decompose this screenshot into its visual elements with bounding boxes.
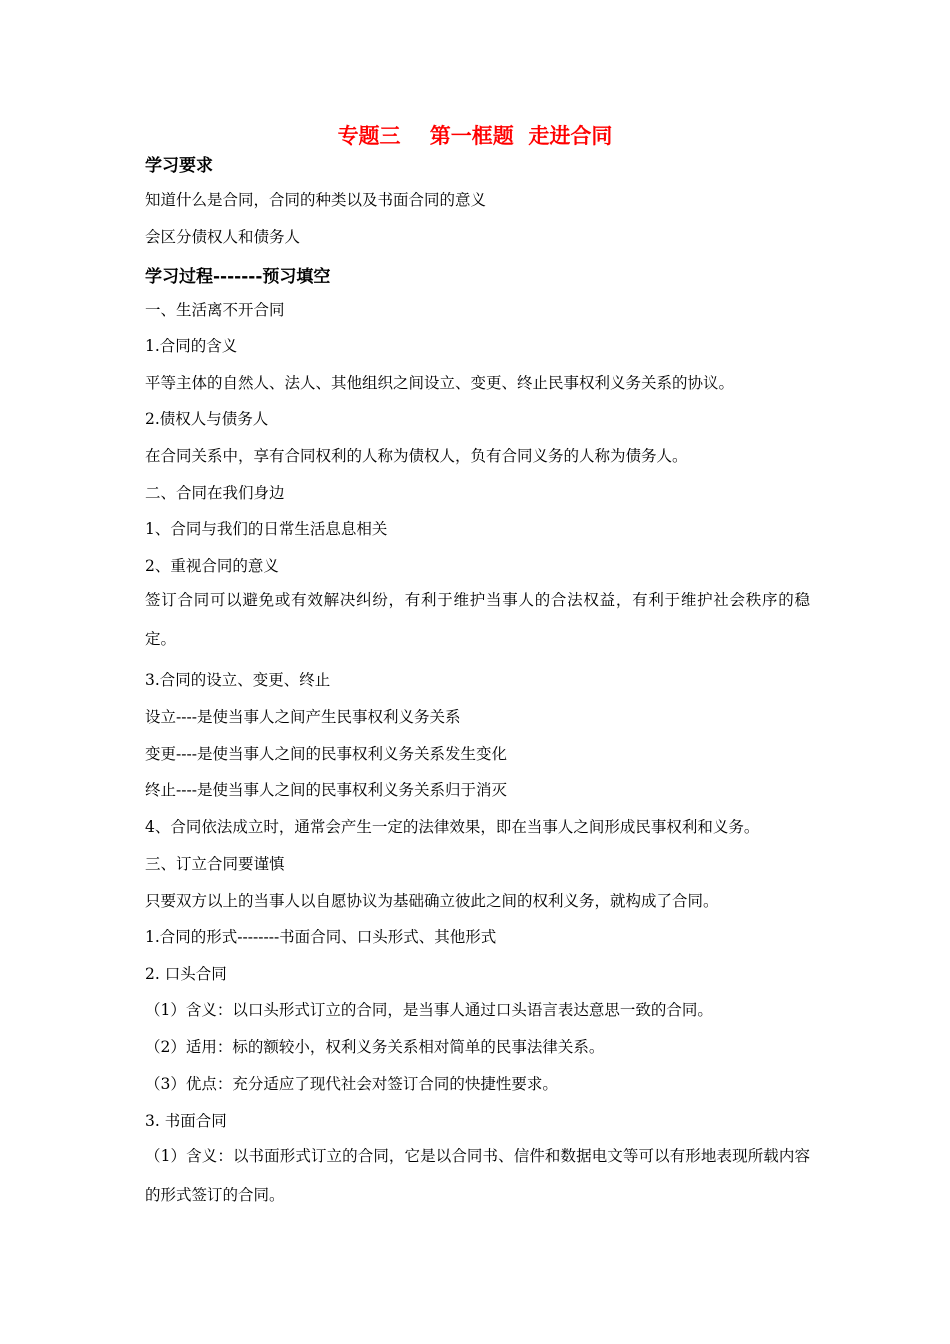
- paragraph: 签订合同可以避免或有效解决纠纷，有利于维护当事人的合法权益，有利于维护社会秩序的稳定。: [145, 591, 810, 648]
- requirement-item: 知道什么是合同，合同的种类以及书面合同的意义: [145, 191, 487, 209]
- section-heading-process: 学习过程-------预习填空: [145, 267, 331, 287]
- paragraph: 在合同关系中，享有合同权利的人称为债权人，负有合同义务的人称为债务人。: [145, 447, 688, 465]
- section-heading-3: 三、订立合同要谨慎: [145, 855, 285, 873]
- list-item: 2、重视合同的意义: [145, 557, 279, 575]
- list-item: （1）含义：以书面形式订立的合同，它是以合同书、信件和数据电文等可以有形地表现所载内容的形式签订的合同。: [145, 1147, 810, 1204]
- paragraph: 平等主体的自然人、法人、其他组织之间设立、变更、终止民事权利义务关系的协议。: [145, 374, 735, 392]
- list-item: （3）优点：充分适应了现代社会对签订合同的快捷性要求。: [145, 1075, 558, 1093]
- subsection-heading: 2.债权人与债务人: [145, 410, 269, 428]
- definition-line: 变更----是使当事人之间的民事权利义务关系发生变化: [145, 745, 507, 763]
- page-title: 专题三 第一框题 走进合同: [337, 123, 613, 148]
- subsection-heading: 3.合同的设立、变更、终止: [145, 671, 331, 689]
- section-heading-requirements: 学习要求: [145, 156, 213, 176]
- list-item: （1）含义：以口头形式订立的合同，是当事人通过口头语言表达意思一致的合同。: [145, 1001, 713, 1019]
- requirement-item: 会区分债权人和债务人: [145, 228, 301, 246]
- list-item: （2）适用：标的额较小，权利义务关系相对简单的民事法律关系。: [145, 1038, 605, 1056]
- definition-line: 设立----是使当事人之间产生民事权利义务关系: [145, 708, 461, 726]
- definition-line: 终止----是使当事人之间的民事权利义务关系归于消灭: [145, 781, 507, 799]
- section-heading-1: 一、生活离不开合同: [145, 301, 285, 319]
- subsection-heading: 2. 口头合同: [145, 965, 227, 983]
- list-item: 1、合同与我们的日常生活息息相关: [145, 520, 388, 538]
- paragraph: 只要双方以上的当事人以自愿协议为基础确立彼此之间的权利义务，就构成了合同。: [145, 892, 719, 910]
- subsection-heading: 1.合同的含义: [145, 337, 238, 355]
- section-heading-2: 二、合同在我们身边: [145, 484, 285, 502]
- subsection-heading: 3. 书面合同: [145, 1112, 227, 1130]
- list-item: 4、合同依法成立时，通常会产生一定的法律效果，即在当事人之间形成民事权利和义务。: [145, 818, 760, 836]
- subsection-heading: 1.合同的形式--------书面合同、口头形式、其他形式: [145, 928, 497, 946]
